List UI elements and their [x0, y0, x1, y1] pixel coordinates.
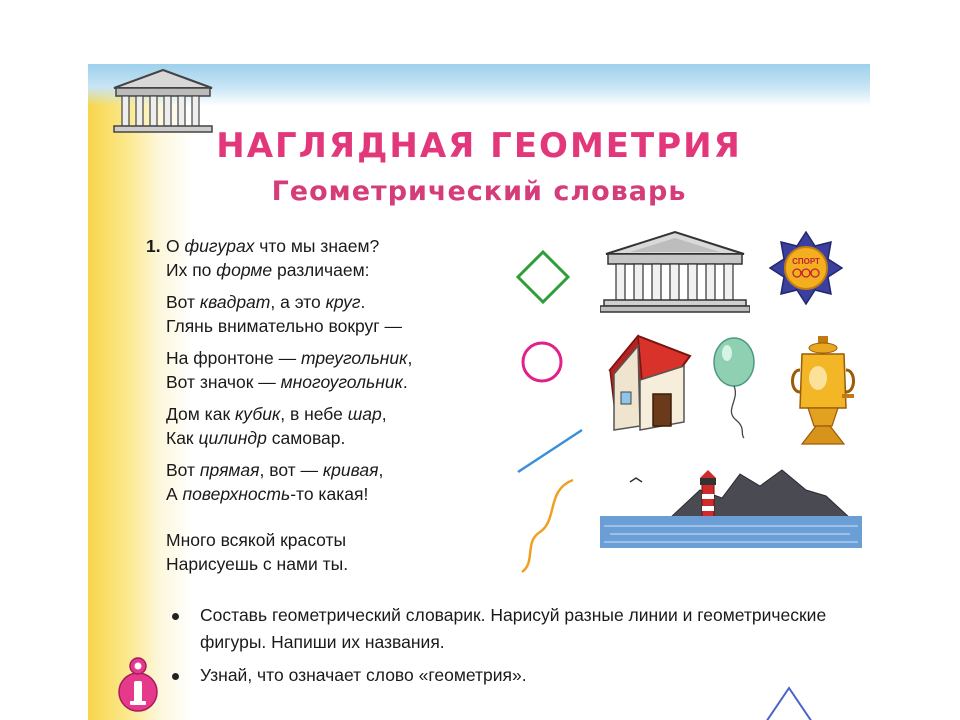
poem — [146, 234, 511, 584]
poem-line: Много всякой красоты — [166, 530, 347, 550]
text: Их по — [166, 260, 217, 280]
page-subtitle: Геометрический словарь — [271, 176, 687, 207]
text: , а это — [270, 292, 326, 312]
task-text: Составь геометрический словарик. Нарисуй разные линии и геометрические фигуры. Напиши их названия. — [200, 605, 827, 652]
list-item — [166, 662, 866, 689]
exercise-number: 1. — [146, 236, 161, 256]
text: Дом как — [166, 404, 235, 424]
text: , — [381, 404, 387, 424]
poem-line — [166, 426, 511, 450]
text: О — [166, 236, 185, 256]
page-title: НАГЛЯДНАЯ ГЕОМЕТРИЯ — [216, 126, 742, 166]
triangle-shape-icon — [764, 684, 814, 720]
poem-line — [166, 482, 511, 506]
term: цилиндр — [198, 428, 267, 448]
bullet-icon — [172, 613, 179, 620]
text: , вот — — [259, 460, 323, 480]
stanza-4 — [166, 402, 511, 450]
term: прямая — [199, 460, 260, 480]
poem-line — [166, 370, 511, 394]
term: фигурах — [184, 236, 255, 256]
text: , — [407, 348, 413, 368]
poem-line — [166, 346, 511, 370]
term: многоугольник — [280, 372, 403, 392]
text: . — [360, 292, 366, 312]
poem-line: Нарисуешь с нами ты. — [166, 554, 349, 574]
stanza-6 — [166, 528, 511, 576]
poem-line — [166, 234, 511, 258]
stanza-3 — [166, 346, 511, 394]
text: самовар. — [266, 428, 346, 448]
polygon-badge — [768, 230, 844, 306]
house-icon — [598, 326, 698, 438]
lighthouse-island-icon — [600, 456, 862, 548]
text: , — [378, 460, 384, 480]
term: квадрат — [199, 292, 271, 312]
poem-line — [166, 458, 511, 482]
bullet-icon — [172, 673, 179, 680]
text: -то какая! — [290, 484, 369, 504]
balloon-icon — [710, 336, 770, 440]
star-badge-icon — [768, 230, 844, 306]
text: Как — [166, 428, 199, 448]
term: поверхность — [182, 484, 291, 504]
text: На фронтоне — — [166, 348, 301, 368]
term: треугольник — [300, 348, 408, 368]
text: что мы знаем? — [254, 236, 380, 256]
term: круг — [325, 292, 361, 312]
text: Вот — [166, 460, 200, 480]
poem-line — [166, 402, 511, 426]
text: , в небе — [280, 404, 348, 424]
poem-line — [166, 290, 511, 314]
stanza-5 — [166, 458, 511, 506]
emblem-text: СПОРТ — [792, 257, 820, 266]
poem-line — [166, 258, 511, 282]
stanza-1 — [166, 234, 511, 282]
text: различаем: — [272, 260, 370, 280]
curve-line-icon — [518, 476, 578, 576]
straight-line-icon — [516, 426, 586, 476]
text: Вот значок — — [166, 372, 281, 392]
term: кривая — [322, 460, 379, 480]
samovar-icon — [788, 334, 858, 450]
stanza-2 — [166, 290, 511, 338]
task-list — [166, 602, 866, 689]
poem-line: Глянь внимательно вокруг — — [166, 316, 403, 336]
list-item — [166, 602, 866, 656]
task-text: Узнай, что означает слово «геометрия». — [200, 665, 527, 685]
text: Вот — [166, 292, 200, 312]
text: . — [402, 372, 408, 392]
temple-icon — [600, 228, 750, 314]
square-shape-icon — [516, 250, 570, 304]
term: форме — [216, 260, 273, 280]
circle-shape-icon — [520, 340, 564, 384]
term: кубик — [234, 404, 281, 424]
term: шар — [347, 404, 382, 424]
info-icon — [118, 656, 158, 714]
textbook-page — [88, 64, 870, 720]
text: А — [166, 484, 183, 504]
